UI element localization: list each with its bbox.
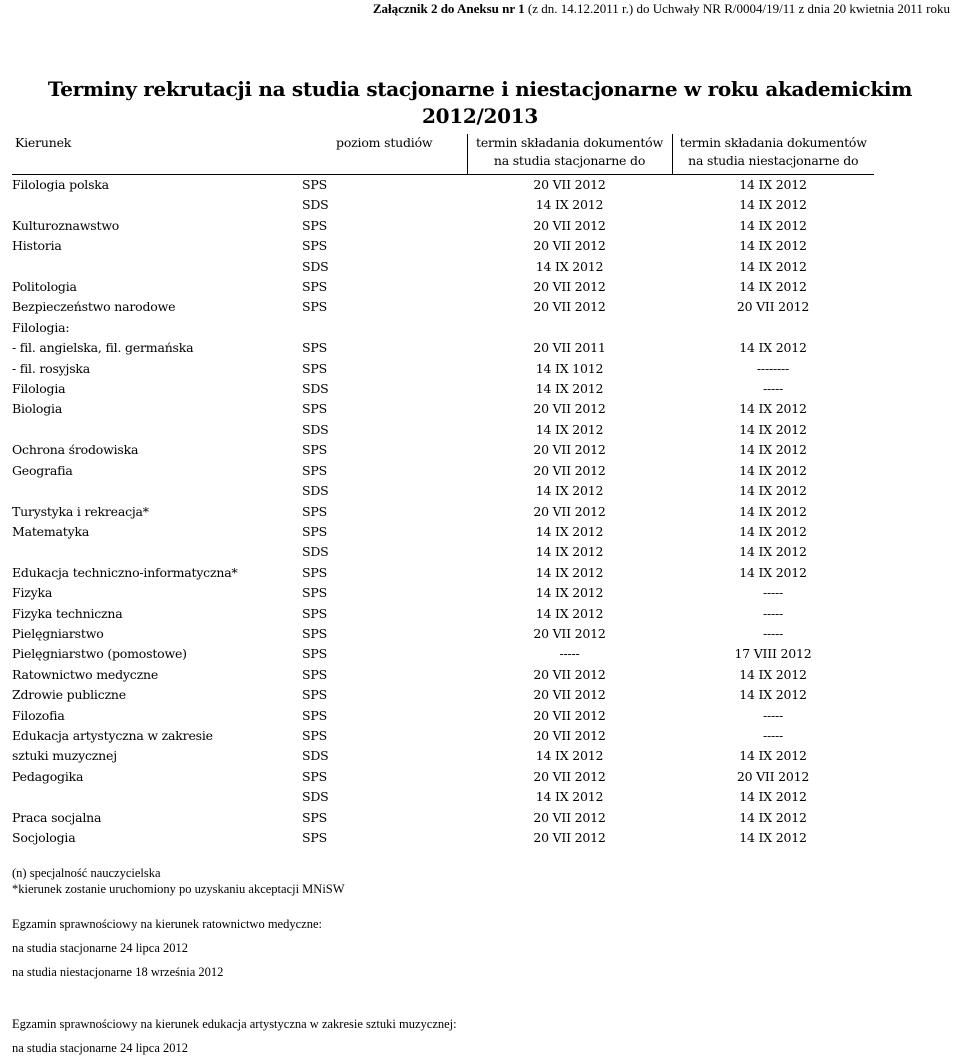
row-direction [12,257,302,277]
annex-number: Załącznik 2 do Aneksu nr 1 [372,1,525,16]
row-direction: sztuki muzycznej [12,748,117,764]
row-level: SPS [302,830,327,845]
row-stationary-deadline: 14 IX 2012 [535,523,604,539]
row-stationary-deadline: 20 VII 2011 [533,340,606,356]
row-direction: - fil. angielska, fil. germańska [12,340,194,356]
row-direction: Ochrona środowiska [12,442,139,458]
table-row [12,522,874,542]
row-level: SPS [302,564,327,580]
row-extramural-deadline: ----- [762,707,784,723]
row-extramural-deadline: 14 IX 2012 [739,442,807,458]
row-stationary-deadline: 14 IX 2012 [535,585,604,601]
row-stationary-deadline: 20 VII 2012 [533,830,606,845]
row-extramural-deadline: 14 IX 2012 [672,175,874,196]
table-row [12,542,874,562]
table-row [12,665,874,685]
row-stationary-deadline: 14 IX 1012 [535,360,604,376]
row-level: SPS [302,687,327,703]
row-level: SPS [302,462,327,478]
table-row [12,685,874,705]
row-stationary-deadline: 20 VII 2012 [533,238,606,254]
row-level: SDS [302,483,329,499]
row-level: SDS [302,544,329,560]
row-stationary-deadline: 20 VII 2012 [533,401,606,417]
row-direction: Pielęgniarstwo (pomostowe) [12,646,187,662]
row-level: SPS [302,727,327,743]
table-row [12,359,874,379]
row-direction: Fizyka [12,585,53,601]
row-extramural-deadline: 14 IX 2012 [739,523,807,539]
table-row [12,257,874,277]
exam-paramedic-extramural: na studia niestacjonarne 18 września 2012 [12,965,224,979]
row-direction: Ratownictwo medyczne [12,666,159,682]
row-direction: Turystyka i rekreacja* [12,503,149,519]
row-direction: Matematyka [12,523,90,539]
row-level: SPS [302,279,327,295]
row-stationary-deadline: 14 IX 2012 [535,421,604,437]
row-level: SPS [302,625,327,641]
row-extramural-deadline: 14 IX 2012 [739,340,807,356]
row-stationary-deadline: 20 VII 2012 [533,442,606,458]
header-stationary-line-2: na studia stacjonarne do [493,153,646,168]
header-stationary [467,134,672,175]
row-extramural-deadline: 14 IX 2012 [739,217,807,233]
exam-paramedic-title: Egzamin sprawnościowy na kierunek ratownictwo medyczne: [12,917,322,931]
row-level: SDS [302,258,329,274]
row-level: SDS [302,748,329,764]
row-stationary-deadline: 14 IX 2012 [535,258,604,274]
header-direction: Kierunek [12,134,302,175]
row-level [302,318,467,338]
row-stationary-deadline: 14 IX 2012 [535,564,604,580]
page-title [0,76,960,130]
row-extramural-deadline: 14 IX 2012 [739,830,807,845]
table-row [12,420,874,440]
table-row [12,399,874,419]
row-direction: Edukacja techniczno-informatyczna* [12,564,238,580]
table-row [12,726,874,746]
row-extramural-deadline: 14 IX 2012 [739,279,807,295]
row-stationary-deadline: 14 IX 2012 [535,381,604,397]
row-extramural-deadline: 14 IX 2012 [739,462,807,478]
row-level: SPS [302,605,327,621]
row-stationary-deadline: 20 VII 2012 [533,687,606,703]
title-line-2: 2012/2013 [422,104,538,128]
table-row [12,502,874,522]
row-extramural-deadline: 14 IX 2012 [739,421,807,437]
exam-paramedic-stationary: na studia stacjonarne 24 lipca 2012 [12,941,188,955]
row-direction: Filologia polska [12,175,302,196]
row-extramural-deadline: 14 IX 2012 [739,197,807,213]
row-stationary-deadline: 20 VII 2012 [533,462,606,478]
header-extramural [672,134,874,175]
row-stationary-deadline: 20 VII 2012 [533,217,606,233]
row-level: SPS [302,585,327,601]
table-row [12,787,874,807]
table-row [12,644,874,664]
row-level: SPS [302,768,327,784]
row-level: SPS [302,217,327,233]
table-row [12,828,874,848]
annex-reference [373,1,950,17]
exam-music-title: Egzamin sprawnościowy na kierunek edukacja artystyczna w zakresie sztuki muzycznej: [12,1017,457,1031]
row-extramural-deadline: 20 VII 2012 [736,768,810,784]
table-row [12,297,874,317]
row-stationary-deadline: ----- [559,646,580,662]
row-direction: Bezpieczeństwo narodowe [12,299,176,315]
row-extramural-deadline: 14 IX 2012 [739,258,807,274]
row-direction: Biologia [12,401,63,417]
row-stationary-deadline: 20 VII 2012 [533,727,606,743]
row-stationary-deadline: 14 IX 2012 [535,197,604,213]
row-stationary-deadline: 20 VII 2012 [533,503,606,519]
row-level: SPS [302,340,327,356]
row-direction: Filologia [12,381,66,397]
note-ministry-approval: *kierunek zostanie uruchomiony po uzyskaniu akceptacji MNiSW [12,882,345,896]
note-teaching-specialty: (n) specjalność nauczycielska [12,866,161,880]
table-row [12,563,874,583]
row-direction [12,420,302,440]
row-direction: Kulturoznawstwo [12,217,120,233]
row-direction: Historia [12,238,62,254]
row-stationary-deadline: 14 IX 2012 [535,789,604,805]
row-direction: Filozofia [12,707,65,723]
row-level: SPS [302,401,327,417]
table-row [12,746,874,766]
row-level: SPS [302,238,327,254]
row-extramural-deadline: ----- [762,605,784,621]
row-stationary-deadline: 14 IX 2012 [535,483,604,499]
row-stationary-deadline: 20 VII 2012 [533,809,606,825]
row-stationary-deadline: 14 IX 2012 [535,544,604,560]
row-direction: Edukacja artystyczna w zakresie [12,727,213,743]
row-extramural-deadline: 14 IX 2012 [739,503,807,519]
table-row [12,706,874,726]
table-row [12,808,874,828]
row-direction: Socjologia [12,830,76,845]
row-level: SPS [302,523,327,539]
table-row [12,624,874,644]
row-stationary-deadline: 20 VII 2012 [533,666,606,682]
row-stationary-deadline: 14 IX 2012 [535,748,604,764]
row-direction: Pedagogika [12,768,84,784]
table-row [12,236,874,256]
row-direction [12,542,302,562]
row-level: SPS [302,646,327,662]
row-extramural-deadline: 14 IX 2012 [739,401,807,417]
row-stationary-deadline [467,318,672,338]
row-level: SDS [302,381,329,397]
row-extramural-deadline: 14 IX 2012 [739,238,807,254]
row-stationary-deadline: 14 IX 2012 [535,605,604,621]
row-level: SDS [302,197,329,213]
table-row [12,277,874,297]
row-level: SPS [302,809,327,825]
row-stationary-deadline: 20 VII 2012 [533,707,606,723]
row-extramural-deadline: ----- [762,585,784,601]
table-row [12,767,874,787]
table-row [12,338,874,358]
row-extramural-deadline [672,318,874,338]
row-direction: Filologia: [12,319,70,335]
row-direction: Pielęgniarstwo [12,625,104,641]
exam-music-stationary: na studia stacjonarne 24 lipca 2012 [12,1041,188,1055]
row-direction: - fil. rosyjska [12,360,91,376]
row-level: SPS [302,503,327,519]
row-extramural-deadline: ----- [762,625,784,641]
row-extramural-deadline: 14 IX 2012 [739,483,807,499]
row-extramural-deadline: 17 VIII 2012 [734,646,812,662]
table-row [12,440,874,460]
row-level: SPS [302,442,327,458]
row-extramural-deadline: 14 IX 2012 [739,748,807,764]
table-row [12,195,874,215]
row-level: SPS [302,299,327,315]
row-extramural-deadline: 14 IX 2012 [739,687,807,703]
row-stationary-deadline: 20 VII 2012 [533,279,606,295]
table-row [12,216,874,236]
row-direction: Zdrowie publiczne [12,687,126,703]
header-extramural-line-1: termin składania dokumentów [679,135,867,150]
row-level: SPS [302,175,467,196]
row-extramural-deadline: -------- [756,360,790,376]
table-body [12,175,874,849]
row-level: SPS [302,360,327,376]
row-extramural-deadline: 14 IX 2012 [739,544,807,560]
header-extramural-line-2: na studia niestacjonarne do [688,153,859,168]
row-stationary-deadline: 20 VII 2012 [533,299,606,315]
table-row [12,604,874,624]
row-level: SPS [302,666,327,682]
header-stationary-line-1: termin składania dokumentów [476,135,663,150]
row-extramural-deadline: 20 VII 2012 [736,299,810,315]
table-row [12,318,874,338]
row-stationary-deadline: 20 VII 2012 [533,768,606,784]
header-level: poziom studiów [302,134,467,175]
row-direction: Praca socjalna [12,809,102,825]
table-row [12,461,874,481]
row-direction: Fizyka techniczna [12,605,123,621]
row-level: SDS [302,421,329,437]
table-row [12,583,874,603]
row-level: SDS [302,789,329,805]
row-stationary-deadline: 20 VII 2012 [467,175,672,196]
row-level: SPS [302,707,327,723]
row-stationary-deadline: 20 VII 2012 [533,625,606,641]
row-direction [12,481,302,501]
row-extramural-deadline: 14 IX 2012 [739,564,807,580]
row-direction: Politologia [12,279,77,295]
table-row [12,379,874,399]
row-extramural-deadline: ----- [762,381,784,397]
title-line-1: Terminy rekrutacji na studia stacjonarne i niestacjonarne w roku akademickim [47,77,913,101]
row-direction [12,195,302,215]
recruitment-table [12,134,874,848]
row-direction [12,787,302,807]
annex-resolution: (z dn. 14.12.2011 r.) do Uchwały NR R/0004/19/11 z dnia 20 kwietnia 2011 roku [524,1,950,16]
row-direction: Geografia [12,462,73,478]
row-extramural-deadline: 14 IX 2012 [739,809,807,825]
table-row [12,175,874,196]
row-extramural-deadline: ----- [762,727,784,743]
table-header-row [12,134,874,175]
row-extramural-deadline: 14 IX 2012 [739,666,807,682]
row-extramural-deadline: 14 IX 2012 [739,789,807,805]
table-row [12,481,874,501]
